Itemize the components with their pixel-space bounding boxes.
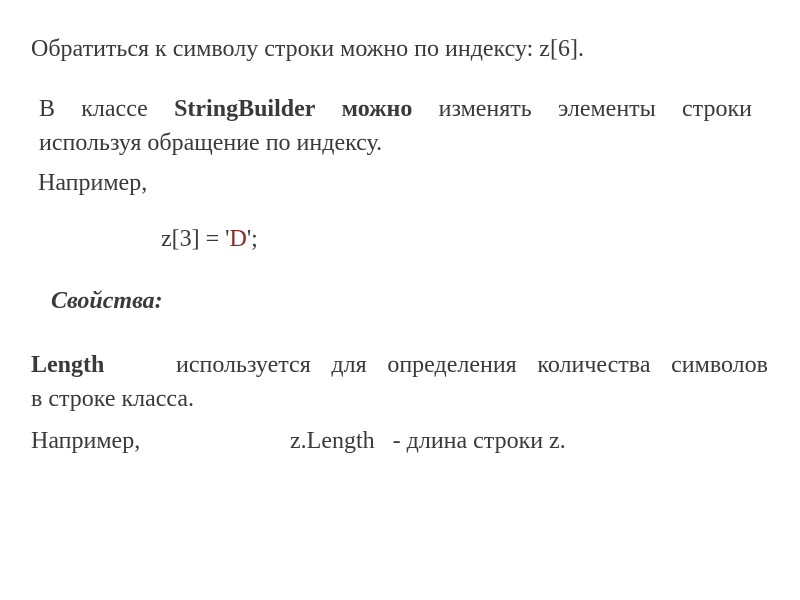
word: для	[331, 352, 367, 378]
word: В	[39, 96, 56, 122]
example-label: Например,	[38, 170, 148, 196]
word: изменять	[438, 96, 532, 122]
properties-heading: Свойства:	[51, 288, 163, 314]
word: количества	[537, 352, 651, 378]
word: символов	[671, 352, 768, 378]
code-prefix: z[3] = '	[161, 226, 230, 252]
paragraph-line-1	[31, 348, 768, 382]
code-char-literal: D	[229, 226, 247, 252]
length-example: z.Length - длина строки z.	[290, 428, 566, 454]
paragraph-line-1	[39, 92, 752, 126]
code-example	[161, 226, 258, 253]
length-property-paragraph	[31, 348, 768, 416]
word: используется	[176, 352, 311, 378]
emphasis-word: можно	[341, 96, 413, 122]
word: элементы	[557, 96, 656, 122]
word: строки	[682, 96, 752, 122]
paragraph-line-2: используя обращение по индексу.	[39, 130, 383, 156]
code-suffix: ';	[246, 226, 258, 252]
stringbuilder-paragraph	[39, 92, 752, 160]
example-label: Например,	[31, 428, 141, 454]
index-access-text: Обратиться к символу строки можно по индексу: z[6].	[31, 36, 584, 62]
class-name-term: StringBuilder	[174, 96, 316, 122]
word: определения	[387, 352, 517, 378]
length-term: Length	[31, 352, 105, 378]
paragraph-line-2: в строке класса.	[31, 386, 195, 412]
word: классе	[81, 96, 148, 122]
length-description	[176, 348, 768, 382]
